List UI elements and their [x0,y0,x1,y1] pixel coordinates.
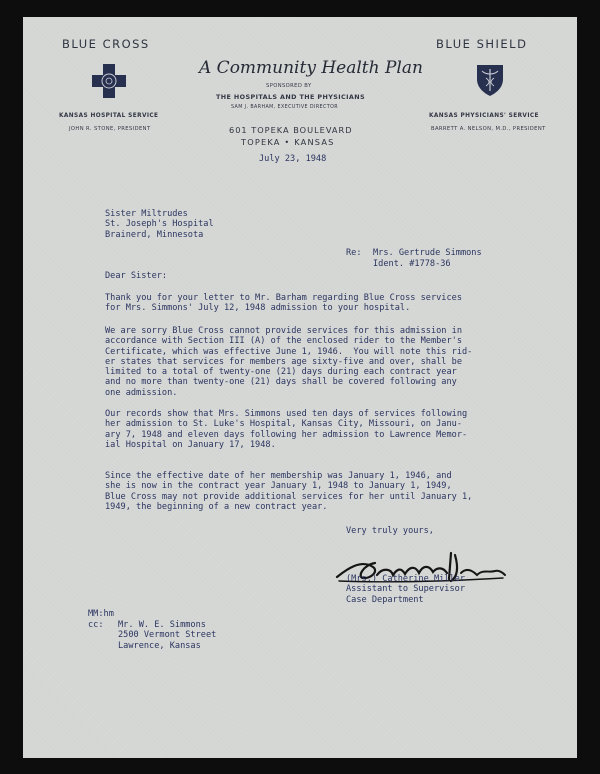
paragraph-line: Blue Cross may not provide additional services for her until January 1, [105,491,473,502]
address-line-2: TOPEKA • KANSAS [241,137,335,147]
paragraph-line: ary 7, 1948 and eleven days following her admission to Lawrence Memor- [105,429,468,440]
paragraph [105,293,462,314]
typist-initials: MM:hm [88,609,114,619]
paragraph [105,409,467,450]
closing: Very truly yours, [346,526,434,536]
re-ident: Ident. #1778-36 [373,259,451,269]
paragraph-line: er states that services for members age sixty-five and over, shall be [105,356,462,367]
paragraph-line: Thank you for your letter to Mr. Barham regarding Blue Cross services [105,293,462,303]
paragraph [105,471,472,512]
signer-line: (Mrs.) Catherine Miller [346,574,465,584]
executive-director: SAM J. BARHAM, EXECUTIVE DIRECTOR [231,105,338,110]
paragraph-line: limited to a total of twenty-one (21) days during each contract year [105,367,457,378]
signer-block [346,574,465,605]
salutation: Dear Sister: [105,271,168,281]
signer-line: Case Department [346,594,424,605]
paragraph-line: and no more than twenty-one (21) days shall be covered following any [105,377,457,388]
paragraph [105,326,472,398]
re-label: Re: [346,248,362,258]
paragraph-line: her admission to St. Luke's Hospital, Kansas City, Missouri, on Janu- [105,419,462,430]
re-name: Mrs. Gertrude Simmons [373,248,482,258]
recipient-line: St. Joseph's Hospital [105,219,214,230]
paragraph-line: Our records show that Mrs. Simmons used ten days of services following [105,409,468,419]
sponsored-by-label: SPONSORED BY [266,83,312,89]
blue-shield-org: KANSAS PHYSICIANS' SERVICE [429,113,539,119]
cc-line: Mr. W. E. Simmons [118,620,206,630]
paragraph-line: one admission. [105,387,178,398]
blue-cross-title: BLUE CROSS [62,37,150,51]
blue-shield-emblem-icon [475,63,505,97]
cc-line: Lawrence, Kansas [118,640,201,651]
sponsor-name: THE HOSPITALS AND THE PHYSICIANS [216,93,365,101]
paragraph-line: for Mrs. Simmons' July 12, 1948 admission to your hospital. [105,303,411,314]
recipient-address [105,209,214,240]
letter-page [23,17,577,758]
recipient-line: Brainerd, Minnesota [105,229,204,240]
blue-shield-officer: BARRETT A. NELSON, M.D., PRESIDENT [431,126,546,132]
paragraph-line: accordance with Section III (A) of the enclosed rider to the Member's [105,336,462,347]
blue-shield-title: BLUE SHIELD [436,37,528,51]
paragraph-line: ial Hospital on January 17, 1948. [105,439,276,450]
blue-cross-org: KANSAS HOSPITAL SERVICE [59,113,159,119]
paragraph-line: Since the effective date of her membership was January 1, 1946, and [105,471,452,481]
blue-cross-emblem-icon [92,64,126,98]
cc-line: 2500 Vermont Street [118,630,217,641]
paragraph-line: she is now in the contract year January 1, 1948 to January 1, 1949, [105,481,452,492]
blue-cross-officer: JOHN R. STONE, PRESIDENT [69,126,151,132]
signer-line: Assistant to Supervisor [346,584,465,595]
cc-label: cc: [88,620,104,630]
community-health-plan-title: A Community Health Plan [199,58,423,78]
cc-address [118,620,216,651]
recipient-line: Sister Miltrudes [105,209,188,219]
address-line-1: 601 TOPEKA BOULEVARD [229,125,353,135]
paragraph-line: We are sorry Blue Cross cannot provide services for this admission in [105,326,462,336]
paragraph-line: 1949, the beginning of a new contract year. [105,501,328,512]
paragraph-line: Certificate, which was effective June 1, 1946. You will note this rid- [105,346,473,357]
letter-date: July 23, 1948 [259,154,327,164]
